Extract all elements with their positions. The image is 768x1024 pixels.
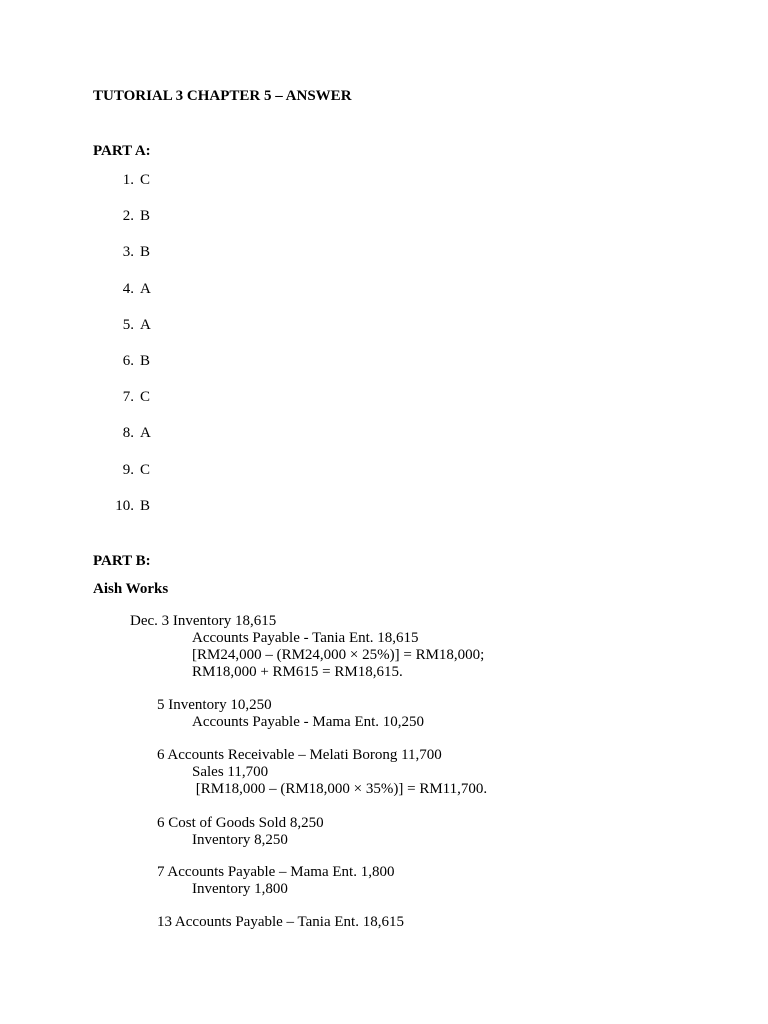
answer-letter: A	[140, 425, 151, 442]
journal-entry-debit: Dec. 3 Inventory 18,615	[130, 613, 277, 629]
journal-entry-line: Accounts Payable - Tania Ent. 18,615	[192, 630, 419, 646]
answer-letter: B	[140, 244, 151, 261]
journal-entry-debit: 6 Cost of Goods Sold 8,250	[157, 815, 324, 831]
answer-item	[110, 462, 150, 479]
answer-number: 2.	[122, 208, 134, 225]
answer-number: 3.	[122, 244, 134, 261]
answer-letter: B	[140, 353, 151, 369]
answer-letter: B	[140, 208, 151, 225]
journal-entry-line: Inventory 8,250	[192, 832, 288, 848]
journal-entry-debit: 6 Accounts Receivable – Melati Borong 11,700	[157, 747, 442, 763]
answer-letter: A	[140, 280, 151, 297]
answer-number: 4.	[122, 280, 134, 297]
journal-entry-line: [RM18,000 – (RM18,000 × 35%)] = RM11,700.	[192, 781, 488, 797]
answer-item	[110, 317, 151, 334]
journal-entry-debit: 7 Accounts Payable – Mama Ent. 1,800	[157, 864, 395, 880]
part-a-heading: PART A:	[93, 143, 151, 159]
answer-item	[110, 281, 151, 298]
answer-item	[110, 498, 150, 515]
page-title: TUTORIAL 3 CHAPTER 5 – ANSWER	[93, 88, 352, 104]
part-b-heading: PART B:	[93, 553, 151, 569]
answer-item	[110, 353, 150, 370]
answer-number: 9.	[122, 461, 134, 478]
journal-entry-line: RM18,000 + RM615 = RM18,615.	[192, 664, 403, 680]
answer-number: 1.	[122, 172, 134, 188]
answer-letter: A	[140, 316, 151, 333]
answer-letter: B	[140, 497, 151, 514]
answer-letter: C	[140, 389, 151, 406]
company-name: Aish Works	[93, 581, 169, 597]
answer-number: 10.	[115, 497, 134, 514]
answer-item	[110, 389, 150, 406]
journal-entry-line: Inventory 1,800	[192, 881, 288, 897]
answer-number: 6.	[122, 353, 134, 369]
journal-entry-line: Sales 11,700	[192, 764, 269, 780]
answer-item	[110, 425, 151, 442]
answer-item	[110, 172, 150, 189]
journal-entry-debit: 13 Accounts Payable – Tania Ent. 18,615	[157, 914, 404, 930]
journal-entry-debit: 5 Inventory 10,250	[157, 697, 272, 713]
answer-letter: C	[140, 461, 151, 478]
answer-number: 7.	[122, 389, 134, 406]
answer-item	[110, 244, 150, 261]
answer-letter: C	[140, 172, 151, 188]
journal-entry-line: [RM24,000 – (RM24,000 × 25%)] = RM18,000;	[192, 647, 485, 663]
answer-item	[110, 208, 150, 225]
answer-number: 8.	[122, 425, 134, 442]
journal-entry-line: Accounts Payable - Mama Ent. 10,250	[192, 714, 425, 730]
answer-number: 5.	[122, 316, 134, 333]
